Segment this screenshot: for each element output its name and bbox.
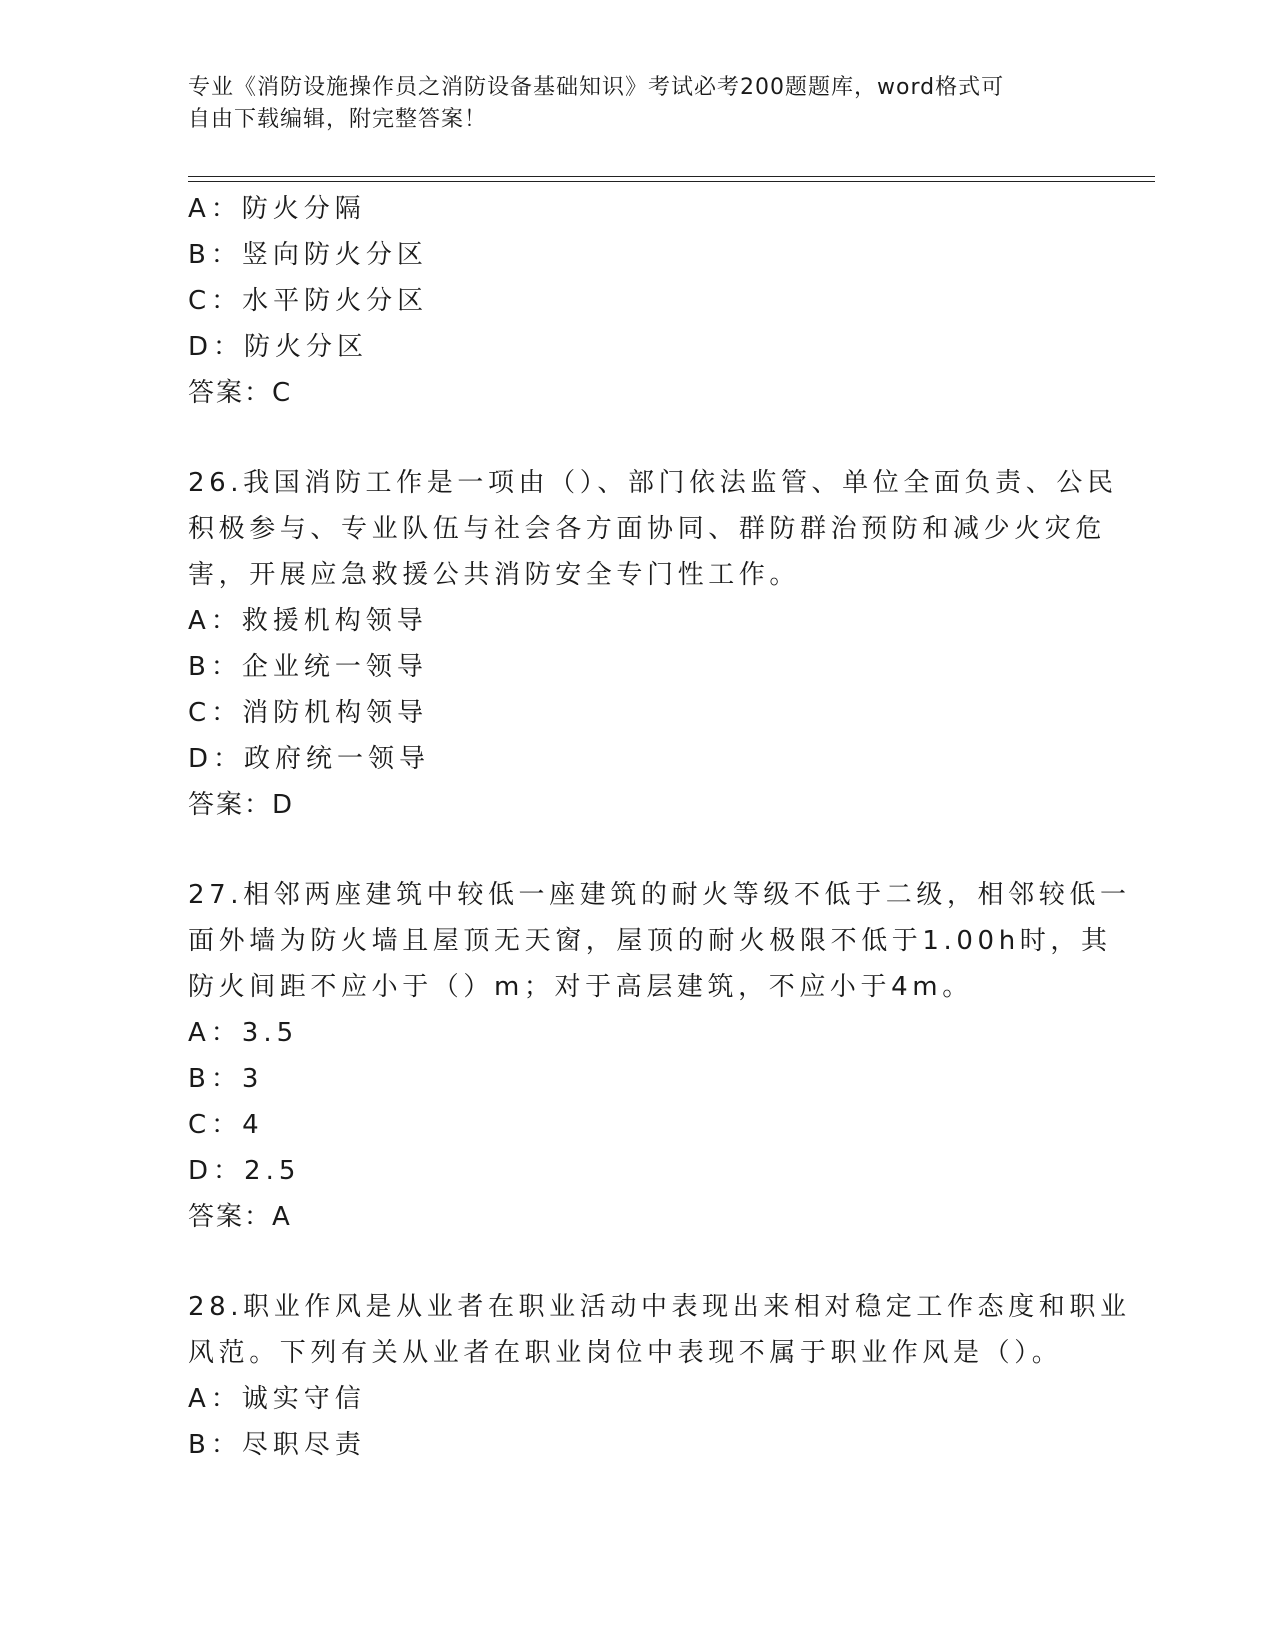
option-a: A：救援机构领导 — [188, 606, 428, 636]
stem-line: 防火间距不应小于（）m；对于高层建筑，不应小于4m。 — [188, 972, 973, 1002]
answer-line: 答案：C — [188, 378, 293, 408]
option-b: B：尽职尽责 — [188, 1430, 366, 1460]
header-divider-bottom — [188, 181, 1155, 182]
option-c: C：4 — [188, 1110, 264, 1140]
stem-line: 风范。下列有关从业者在职业岗位中表现不属于职业作风是（）。 — [188, 1338, 1063, 1368]
question-27-block — [188, 872, 1131, 1240]
option-a: A：诚实守信 — [188, 1384, 366, 1414]
header-divider-top — [188, 176, 1155, 177]
document-header — [188, 72, 1068, 136]
question-stem — [188, 872, 1131, 1010]
stem-line: 害，开展应急救援公共消防安全专门性工作。 — [188, 560, 801, 590]
question-28-block — [188, 1284, 1131, 1468]
stem-line: 27.相邻两座建筑中较低一座建筑的耐火等级不低于二级，相邻较低一 — [188, 880, 1131, 910]
stem-line: 28.职业作风是从业者在职业活动中表现出来相对稳定工作态度和职业 — [188, 1292, 1131, 1322]
stem-line: 26.我国消防工作是一项由（）、部门依法监管、单位全面负责、公民 — [188, 468, 1118, 498]
option-b: B：企业统一领导 — [188, 652, 428, 682]
option-d: D：防火分区 — [188, 332, 369, 362]
header-line-1: 专业《消防设施操作员之消防设备基础知识》考试必考200题题库，word格式可 — [188, 75, 1005, 100]
header-line-2: 自由下载编辑，附完整答案！ — [188, 107, 488, 132]
option-d: D：2.5 — [188, 1156, 301, 1186]
option-a: A：3.5 — [188, 1018, 299, 1048]
option-b: B：竖向防火分区 — [188, 240, 428, 270]
question-26-block — [188, 460, 1118, 828]
question-stem — [188, 1284, 1131, 1376]
question-stem — [188, 460, 1118, 598]
answer-line: 答案：A — [188, 1202, 292, 1232]
spacer — [188, 1240, 1088, 1284]
stem-line: 面外墙为防火墙且屋顶无天窗，屋顶的耐火极限不低于1.00h时，其 — [188, 926, 1112, 956]
stem-line: 积极参与、专业队伍与社会各方面协同、群防群治预防和减少火灾危 — [188, 514, 1107, 544]
answer-line: 答案：D — [188, 790, 295, 820]
option-d: D：政府统一领导 — [188, 744, 431, 774]
spacer — [188, 416, 1088, 460]
spacer — [188, 828, 1088, 872]
question-25-block — [188, 186, 1088, 416]
option-c: C：消防机构领导 — [188, 698, 429, 728]
document-body — [188, 186, 1131, 1468]
option-b: B：3 — [188, 1064, 264, 1094]
option-a: A：防火分隔 — [188, 194, 366, 224]
option-c: C：水平防火分区 — [188, 286, 429, 316]
